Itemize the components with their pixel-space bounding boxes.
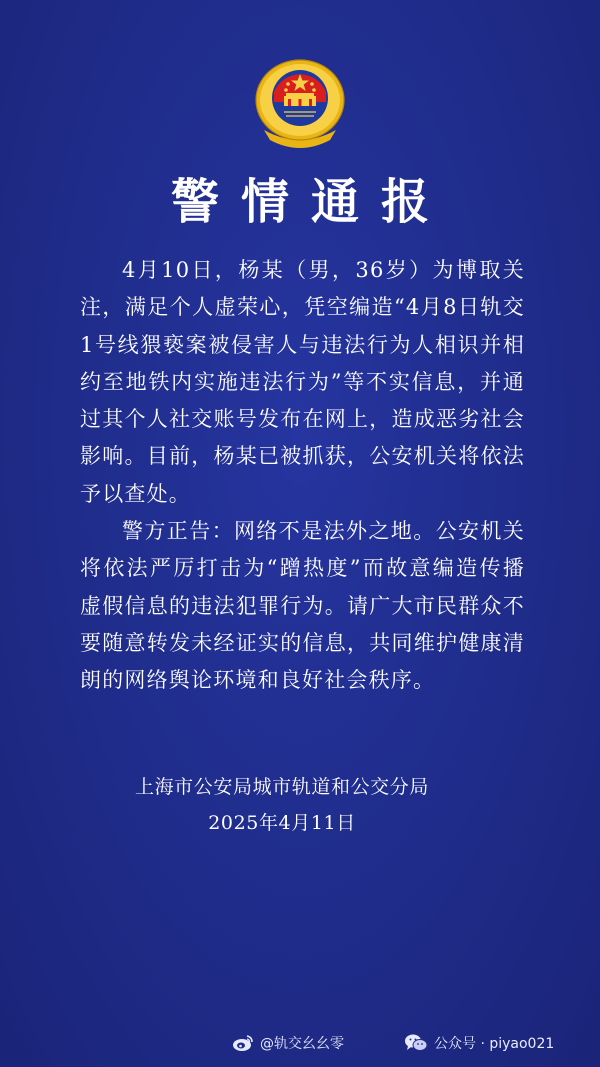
wechat-watermark [404, 1029, 554, 1057]
weibo-watermark [232, 1029, 344, 1057]
signature-organization: 上海市公安局城市轨道和公交分局 [134, 776, 429, 798]
notice-body [80, 252, 525, 700]
signature-date: 2025年4月11日 [208, 812, 356, 834]
notice-paragraph: 警方正告：网络不是法外之地。公安机关将依法严厉打击为“蹭热度”而故意编造传播虚假信息的违法犯罪行为。请广大市民群众不要随意转发未经证实的信息，共同维护健康清朗的网络舆论环境和良好社会秩序。 [80, 519, 525, 693]
page-title: 警情通报 [170, 174, 451, 230]
police-emblem-icon [250, 52, 350, 152]
wechat-icon [404, 1033, 428, 1053]
weibo-icon [232, 1034, 254, 1052]
wechat-account: 公众号 · piyao021 [434, 1036, 555, 1052]
weibo-handle: @轨交幺幺零 [260, 1036, 344, 1052]
notice-paragraph: 4月10日，杨某（男，36岁）为博取关注，满足个人虚荣心，凭空编造“4月8日轨交1号线猥亵案被侵害人与违法行为人相识并相约至地铁内实施违法行为”等不实信息，并通过其个人社交账号发布在网上，造成恶劣社会影响。目前，杨某已被抓获，公安机关将依法予以查处。 [80, 258, 525, 506]
